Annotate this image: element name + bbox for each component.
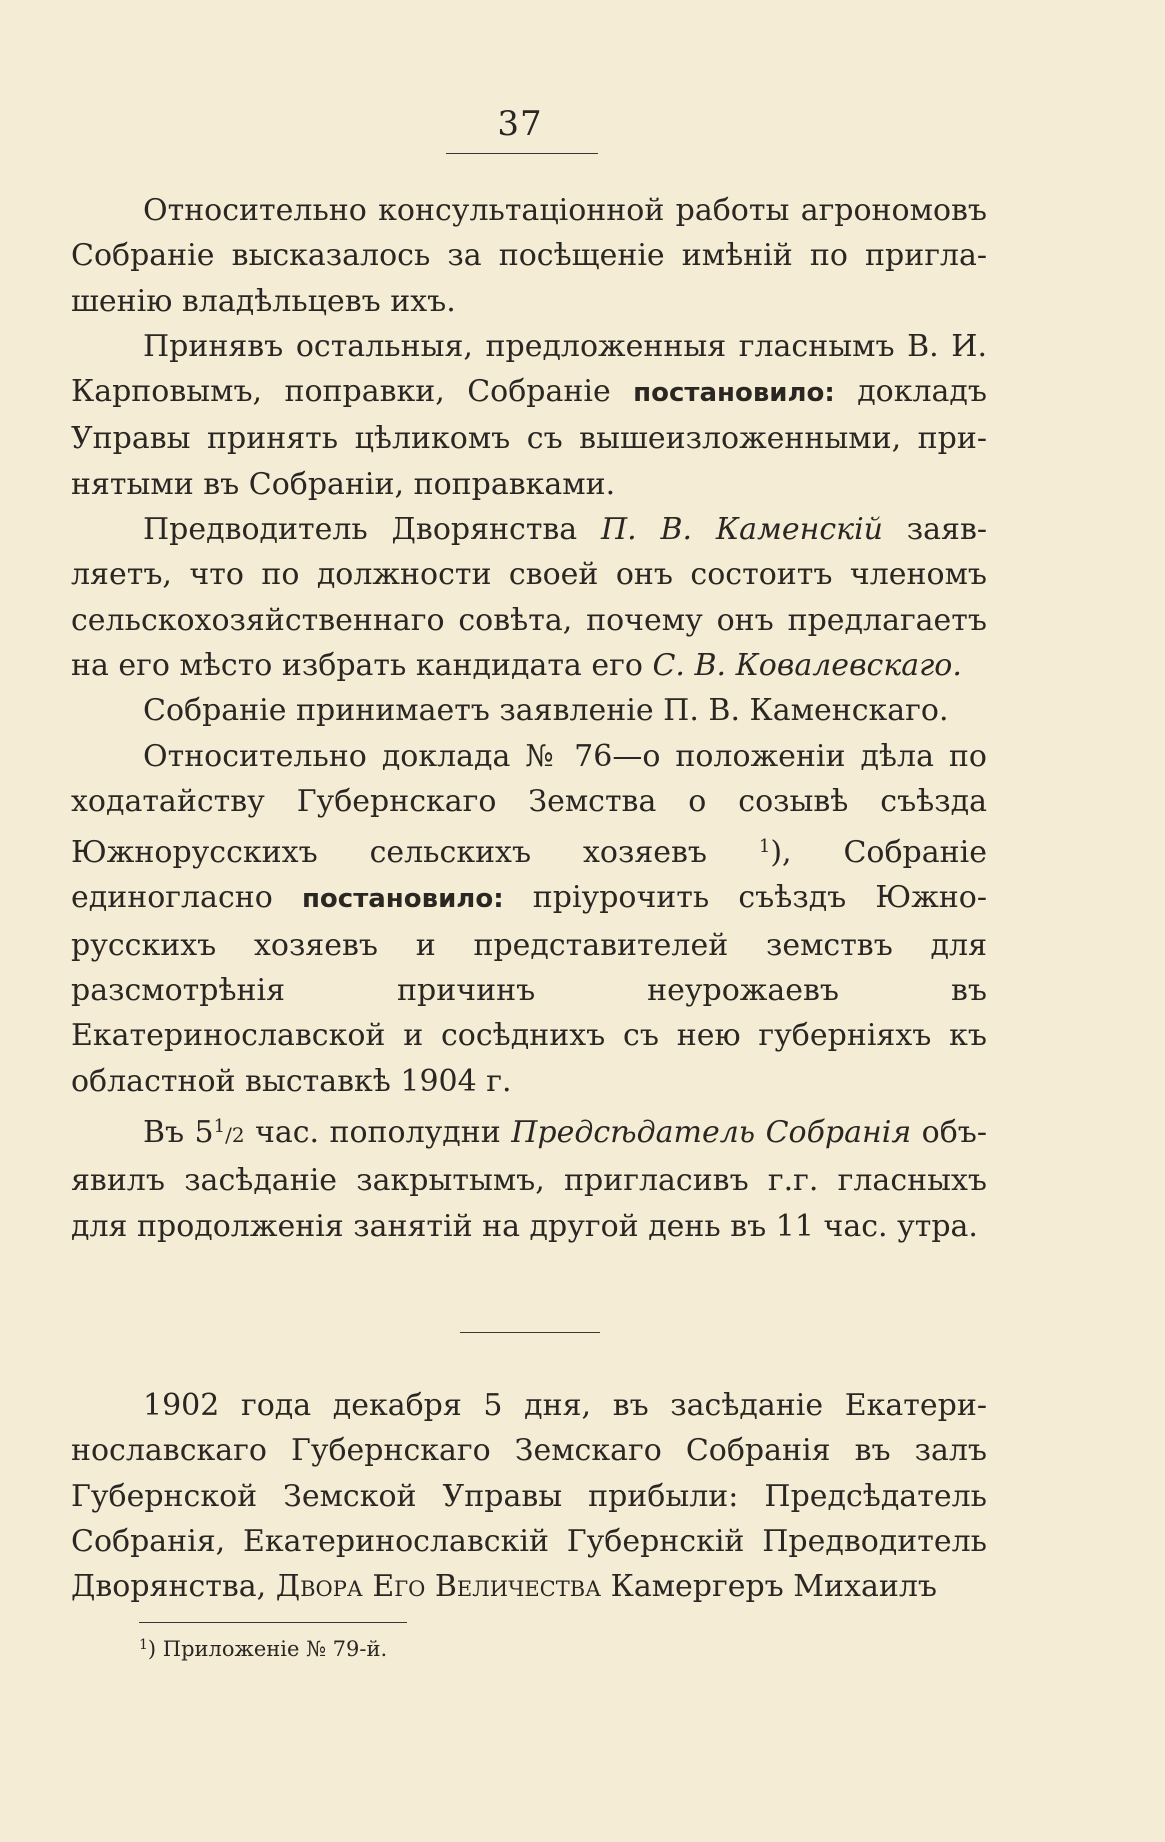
paragraph-amendments: Принявъ остальныя, предложенныя гласнымъ В. И. Карповымъ, поправки, Собраніе постановило: докладъ Управы принять цѣликомъ съ вышеизложенными, принятыми въ Собраніи, поправками. xyxy=(71,328,987,502)
footnote-text: ) Приложеніе № 79-й. xyxy=(147,1637,388,1661)
paragraph-closing: Въ $5^1/2$ час. пополудни Предсѣдатель Собранія объявилъ засѣданіе закрытымъ, пригласивъ г.г. гласныхъ для продолженія занятій на другой день въ 11 час. утра. xyxy=(71,1114,987,1244)
bold-resolved: постановило: xyxy=(633,378,835,409)
footnote-ref: 1 xyxy=(758,836,771,858)
section-rule xyxy=(460,1332,600,1333)
bold-resolved-2: постановило: xyxy=(301,884,504,915)
main-text xyxy=(71,188,987,1249)
page-number: 37 xyxy=(497,104,543,144)
fraction-numerator: 1 xyxy=(213,1115,226,1137)
paragraph-consultation: Относительно консультаціонной работы агрономовъ Собраніе высказалось за посѣщеніе имѣній по приглашенію владѣльцевъ ихъ. xyxy=(71,193,987,319)
footnote-marker: 1 xyxy=(139,1637,148,1653)
paragraph-accepts: Собраніе принимаетъ заявленіе П. В. Каменскаго. xyxy=(143,693,949,729)
italic-chairman: Предсѣдатель Собранія xyxy=(511,1114,912,1150)
second-session-text xyxy=(71,1383,987,1609)
fraction-denominator: /2 xyxy=(225,1122,245,1147)
paragraph-report-76: Относительно доклада № 76—о положеніи дѣла по ходатайству Губернскаго Земства о созывѣ съѣзда Южнорусскихъ сельскихъ хозяевъ $^1$), Собраніе единогласно постановило: пріурочить съѣздъ Южно-русскихъ хозяевъ и представителей земствъ для разсмотрѣнія причинъ неурожаевъ въ Екатеринославской и сосѣднихъ съ нею губерніяхъ къ областной выставкѣ 1904 г. xyxy=(71,738,987,1099)
footnote-rule xyxy=(139,1622,407,1623)
italic-name-kamensky: П. В. Каменскій xyxy=(600,512,883,548)
small-caps-court: Двора Его Величества xyxy=(275,1569,602,1605)
italic-name-kovalevsky: С. В. Ковалевскаго. xyxy=(652,647,962,683)
footnote xyxy=(139,1630,387,1664)
paragraph-december-5: 1902 года декабря 5 дня, въ засѣданіе Екатеринославскаго Губернскаго Земскаго Собранія въ залъ Губернской Земской Управы прибыли: Предсѣдатель Собранія, Екатеринославскій Губернскій Предводитель Дворянства, Двора Его Величества Камергеръ Михаилъ xyxy=(71,1388,987,1605)
paragraph-kamensky: Предводитель Дворянства П. В. Каменскій заявляетъ, что по должности своей онъ состоитъ членомъ сельскохозяйственнаго совѣта, почему онъ предлагаетъ на его мѣсто избрать кандидата его С. В. Ковалевскаго. xyxy=(71,512,987,683)
header-rule xyxy=(446,153,598,154)
